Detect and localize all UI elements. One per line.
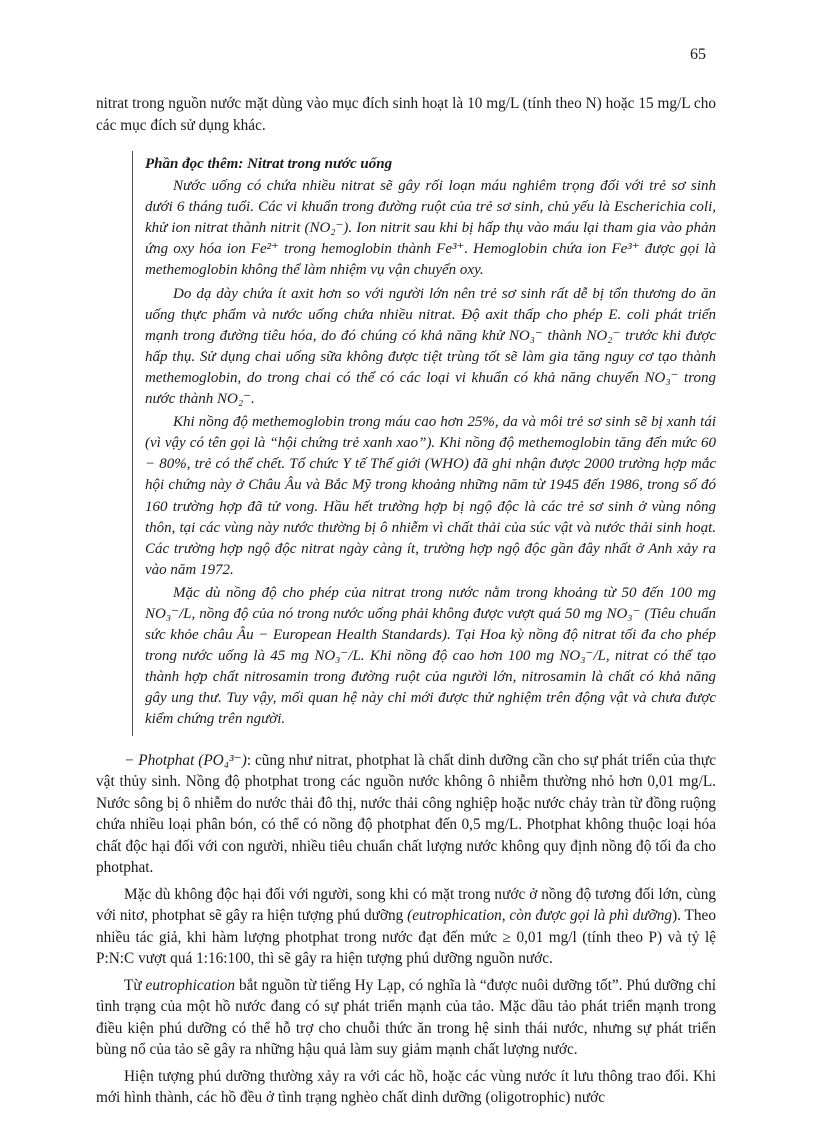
origin-text-b: bắt nguồn từ tiếng Hy Lạp, có nghĩa là “được nuôi dưỡng tốt”. Phú dưỡng chỉ tình trạng của một hồ nước đang có sự phát triển mạnh của tảo. Mặc dầu tảo phát triển mạnh trong điều kiện phú dưỡng có thể hỗ trợ cho chuỗi thức ăn trong hệ sinh thái nước, nhưng sự phát triển bùng nổ của tảo sẽ gây ra những hậu quả làm suy giảm mạnh chất lượng nước. <box>96 976 716 1059</box>
reading-paragraph-1: Nước uống có chứa nhiều nitrat sẽ gây rối loạn máu nghiêm trọng đối với trẻ sơ sinh dưới 6 tháng tuổi. Các vi khuẩn trong đường ruột của trẻ sơ sinh, chủ yếu là Escherichia coli, khử ion nitrat thành nitrit (NO₂⁻). Ion nitrit sau khi bị hấp thụ vào máu lại tham gia vào phản ứng oxy hóa ion Fe²⁺ trong hemoglobin thành Fe³⁺. Hemoglobin chứa ion Fe³⁺ được gọi là methemoglobin không thể làm nhiệm vụ vận chuyển oxy. <box>145 178 716 279</box>
eutrophication-paragraph <box>96 884 716 970</box>
phosphate-text: : cũng như nitrat, photphat là chất dinh dưỡng cần cho sự phát triển của thực vật thủy sinh. Nồng độ photphat trong các nguồn nước không ô nhiễm thường nhỏ hơn 0,01 mg/L. Nước sông bị ô nhiễm do nước thải đô thị, nước thải công nghiệp hoặc nước chảy tràn từ đồng ruộng chứa nhiều loại phân bón, có thể có nồng độ photphat đến 0,5 mg/L. Photphat không thuộc loại hóa chất độc hại đối với con người, nhiều tiêu chuẩn chất lượng nước không quy định nồng độ tối đa cho photphat. <box>96 751 716 877</box>
reading-paragraph-4: Mặc dù nồng độ cho phép của nitrat trong nước nằm trong khoảng từ 50 đến 100 mg NO₃⁻/L, nồng độ của nó trong nước uống phải không được vượt quá 50 mg NO₃⁻ (Tiêu chuẩn sức khỏe châu Âu − European Health Standards). Tại Hoa kỳ nồng độ nitrat tối đa cho phép trong nước uống là 45 mg NO₃⁻/L. Khi nồng độ cao hơn 100 mg NO₃⁻/L, nitrat có thể tạo thành hợp chất nitrosamin trong đường ruột của người lớn, nitrosamin là chất có khả năng gây ung thư. Tuy vậy, mối quan hệ này chỉ mới được thử nghiệm trên động vật và chưa được kiểm chứng trên người. <box>145 584 716 728</box>
eutrophication-text-b: còn được gọi là phì dưỡng <box>505 907 673 925</box>
origin-term: eutrophication <box>145 976 236 994</box>
main-text <box>96 750 716 1109</box>
last-paragraph: Hiện tượng phú dưỡng thường xảy ra với các hồ, hoặc các vùng nước ít lưu thông trao đổi. Khi mới hình thành, các hồ đều ở tình trạng nghèo chất dinh dưỡng (oligotrophic) nước <box>96 1067 716 1107</box>
reading-paragraph-2: Do dạ dày chứa ít axit hơn so với người lớn nên trẻ sơ sinh rất dễ bị tổn thương do ăn uống thực phẩm và nước uống chứa nhiều nitrat. Độ axit thấp cho phép E. coli phát triển mạnh trong đường tiêu hóa, do đó chúng có khả năng khử NO₃⁻ thành NO₂⁻ trước khi được hấp thụ. Sử dụng chai uống sữa không được tiệt trùng tốt sẽ làm gia tăng nguy cơ tạo thành methemoglobin, do trong chai có thể có các loại vi khuẩn có khả năng chuyển NO₃⁻ trong nước thành NO₂⁻. <box>145 285 716 408</box>
page-number: 65 <box>690 46 706 63</box>
origin-text-a: Từ <box>124 976 146 994</box>
opening-paragraph: nitrat trong nguồn nước mặt dùng vào mục đích sinh hoạt là 10 mg/L (tính theo N) hoặc 15 mg/L cho các mục đích sử dụng khác. <box>96 95 716 134</box>
eutrophication-term: (eutrophication, <box>407 907 506 925</box>
eutrophication-text-a: Mặc dù không độc hại đối với người, song khi có mặt trong nước ở nồng độ tương đối lớn, cùng với nitơ, photphat sẽ gây ra hiện tượng phú dưỡng <box>96 885 716 925</box>
eutrophication-text-c: ). Theo nhiều tác giả, khi hàm lượng photphat trong nước đạt đến mức ≥ 0,01 mg/l (tính theo P) và tỷ lệ P:N:C vượt quá 1:16:100, thì sẽ gây ra hiện tượng phú dưỡng nguồn nước. <box>96 907 716 968</box>
reading-box-title: Phần đọc thêm: Nitrat trong nước uống <box>145 156 393 172</box>
page-body <box>96 93 716 1114</box>
phosphate-term: − Photphat (PO₄³⁻) <box>124 751 247 769</box>
phosphate-paragraph <box>96 750 716 879</box>
reading-box <box>132 151 716 736</box>
reading-paragraph-3: Khi nồng độ methemoglobin trong máu cao hơn 25%, da và môi trẻ sơ sinh sẽ bị xanh tái (vì vậy có tên gọi là “hội chứng trẻ xanh xao”). Khi nồng độ methemoglobin tăng đến mức 60 − 80%, trẻ có thể chết. Tổ chức Y tế Thế giới (WHO) đã ghi nhận được 2000 trường hợp mắc hội chứng này ở Châu Âu và Bắc Mỹ trong khoảng những năm từ 1945 đến 1986, trong số đó 160 trường hợp đã tử vong. Hầu hết trường hợp bị ngộ độc là các trẻ sơ sinh ở vùng nông thôn, tại các vùng này nước thường bị ô nhiễm vì chất thải của súc vật và nước thải sinh hoạt. Các trường hợp ngộ độc nitrat ngày càng ít, trường hợp ngộ độc gần đây nhất ở Anh xảy ra vào năm 1972. <box>145 414 716 578</box>
origin-paragraph <box>96 975 716 1061</box>
